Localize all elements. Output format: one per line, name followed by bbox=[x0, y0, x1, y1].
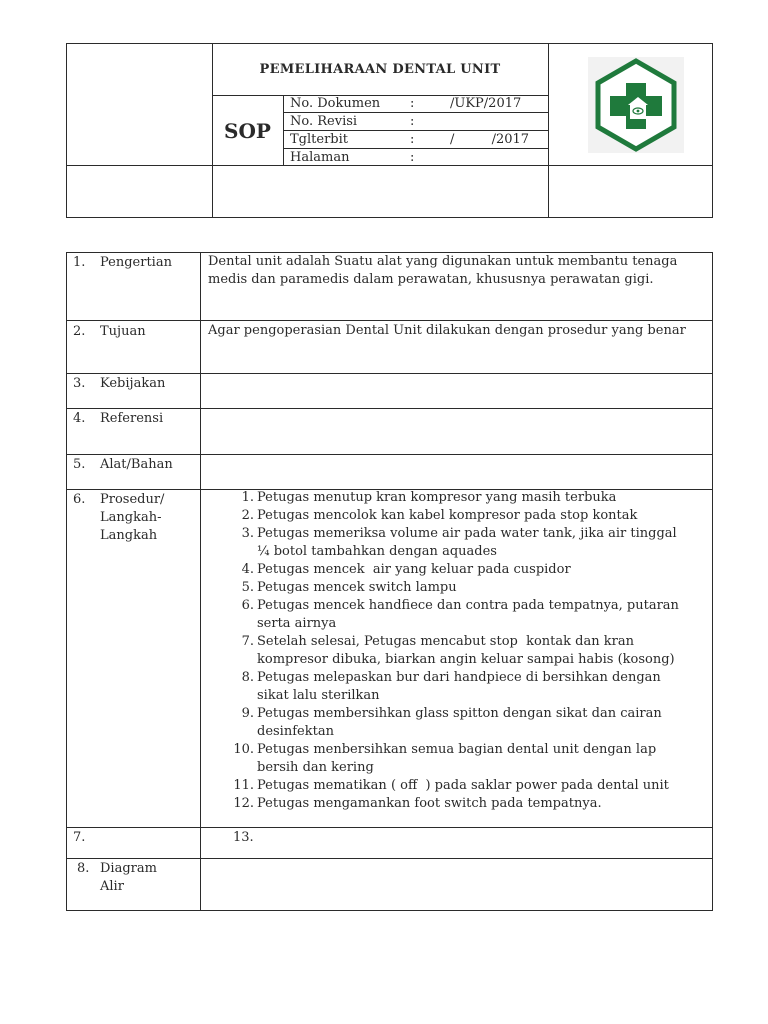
section-content: Dental unit adalah Suatu alat yang digunakan untuk membantu tenaga medis dan paramedis dalam perawatan, khususnya perawatan gigi. bbox=[208, 254, 678, 287]
procedure-step bbox=[232, 489, 708, 507]
section-number: 8. bbox=[77, 861, 90, 876]
procedure-step bbox=[232, 741, 708, 777]
meta-separator: : bbox=[410, 114, 415, 129]
step-number: 6. bbox=[241, 598, 254, 613]
section-number: 4. bbox=[73, 411, 86, 426]
meta-label-no-revisi: No. Revisi bbox=[290, 114, 358, 129]
procedure-step bbox=[232, 705, 708, 741]
step-number: 8. bbox=[241, 670, 254, 685]
step-number: 12. bbox=[233, 796, 254, 811]
section-number: 1. bbox=[73, 255, 86, 270]
step-text-line: Petugas membersihkan glass spitton dengan sikat dan cairan bbox=[257, 706, 662, 721]
meta-value-no-dokumen: /UKP/2017 bbox=[450, 96, 522, 111]
step-text-line: Petugas mencek handfiece dan contra pada tempatnya, putaran bbox=[257, 598, 679, 613]
step-text-line: serta airnya bbox=[257, 616, 337, 631]
meta-label-halaman: Halaman bbox=[290, 150, 350, 165]
meta-separator: : bbox=[410, 150, 415, 165]
procedure-step bbox=[232, 525, 708, 561]
step-number: 10. bbox=[233, 742, 254, 757]
step-number: 2. bbox=[241, 508, 254, 523]
procedure-step bbox=[232, 507, 708, 525]
step-text-line: Petugas menutup kran kompresor yang masih terbuka bbox=[257, 490, 617, 505]
meta-value-tglterbit: / /2017 bbox=[450, 132, 530, 147]
step-text-line: bersih dan kering bbox=[257, 760, 374, 775]
section-label: Kebijakan bbox=[100, 376, 166, 391]
step-text-line: Petugas mengamankan foot switch pada tempatnya. bbox=[257, 796, 602, 811]
meta-label-tglterbit: Tglterbit bbox=[290, 132, 348, 147]
puskesmas-logo-icon bbox=[588, 57, 684, 153]
document-title: PEMELIHARAAN DENTAL UNIT bbox=[259, 62, 501, 77]
step-number: 7. bbox=[241, 634, 254, 649]
step-text-line: Petugas melepaskan bur dari handpiece di bersihkan dengan bbox=[257, 670, 661, 685]
step-text-line: Setelah selesai, Petugas mencabut stop kontak dan kran bbox=[257, 634, 634, 649]
section-content: Agar pengoperasian Dental Unit dilakukan dengan prosedur yang benar bbox=[208, 323, 686, 338]
step-text-line: Petugas mencek air yang keluar pada cuspidor bbox=[257, 562, 571, 577]
procedure-step bbox=[232, 795, 708, 813]
step-number: 11. bbox=[233, 778, 254, 793]
procedure-step bbox=[232, 633, 708, 669]
section-label-line: Prosedur/ bbox=[100, 492, 165, 507]
section-number: 6. bbox=[73, 492, 86, 507]
step-number: 5. bbox=[241, 580, 254, 595]
procedure-step bbox=[232, 669, 708, 705]
section-number: 7. bbox=[73, 830, 86, 845]
sop-label: SOP bbox=[224, 119, 271, 143]
section-label-line: Langkah- bbox=[100, 510, 162, 525]
step-text-line: kompresor dibuka, biarkan angin keluar sampai habis (kosong) bbox=[257, 652, 675, 667]
step-text-line: sikat lalu sterilkan bbox=[257, 688, 380, 703]
meta-label-no-dokumen: No. Dokumen bbox=[290, 96, 381, 111]
step-text-line: desinfektan bbox=[257, 724, 334, 739]
step-text-line: Petugas mencek switch lampu bbox=[257, 580, 457, 595]
procedure-step bbox=[232, 597, 708, 633]
section-label-line: Langkah bbox=[100, 528, 158, 543]
step-text-line: Petugas mencolok kan kabel kompresor pada stop kontak bbox=[257, 508, 638, 523]
section-label-line: Diagram bbox=[100, 861, 157, 876]
procedure-step bbox=[232, 777, 708, 795]
step-text-line: Petugas mematikan ( off ) pada saklar power pada dental unit bbox=[257, 778, 669, 793]
step-text-line: Petugas memeriksa volume air pada water tank, jika air tinggal bbox=[257, 526, 677, 541]
meta-separator: : bbox=[410, 96, 415, 111]
step-number: 13. bbox=[233, 830, 254, 845]
section-number: 2. bbox=[73, 324, 86, 339]
section-label: Referensi bbox=[100, 411, 164, 426]
step-number: 1. bbox=[241, 490, 254, 505]
section-number: 5. bbox=[73, 457, 86, 472]
step-number: 4. bbox=[241, 562, 254, 577]
meta-separator: : bbox=[410, 132, 415, 147]
procedure-step bbox=[232, 579, 708, 597]
step-text-line: Petugas menbersihkan semua bagian dental unit dengan lap bbox=[257, 742, 657, 757]
step-number: 9. bbox=[241, 706, 254, 721]
section-label-line: Alir bbox=[100, 879, 124, 894]
section-number: 3. bbox=[73, 376, 86, 391]
section-label: Alat/Bahan bbox=[100, 457, 173, 472]
procedure-step bbox=[232, 561, 708, 579]
step-number: 3. bbox=[241, 526, 254, 541]
step-text-line: ¼ botol tambahkan dengan aquades bbox=[257, 544, 497, 559]
section-label: Pengertian bbox=[100, 255, 172, 270]
section-label: Tujuan bbox=[100, 324, 146, 339]
procedure-steps bbox=[232, 489, 708, 813]
